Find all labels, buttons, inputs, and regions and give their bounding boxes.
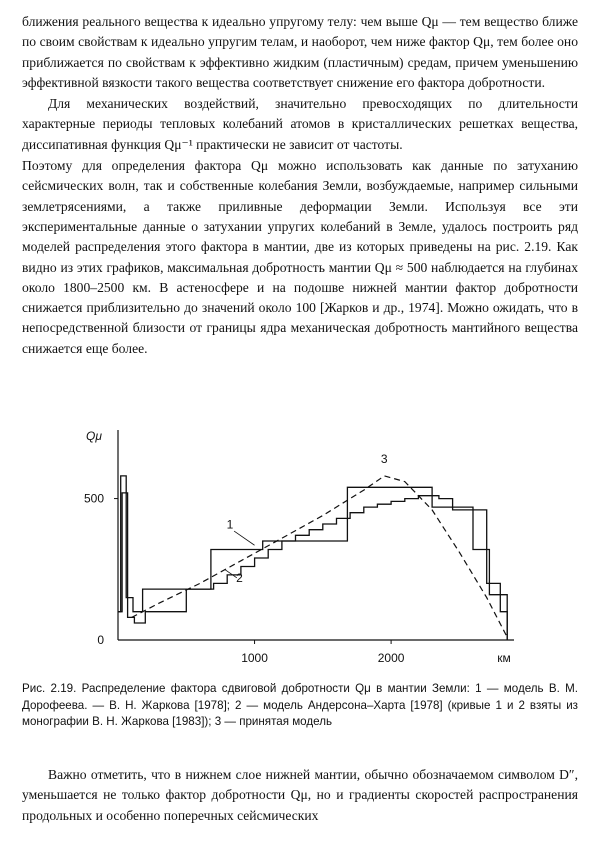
q-factor-chart: [0, 422, 600, 680]
y-tick-label: 500: [83, 491, 104, 506]
figure-2-19: [0, 422, 600, 680]
figure-caption: Рис. 2.19. Распределение фактора сдвиговой добротности Qμ в мантии Земли: 1 — модель В. М. Дорофеева. — В. Н. Жаркова [1978]; 2 — модель Андерсона–Харта [1978] (кривые 1 и 2 взяты из монографии В. Н. Жаркова [1983]); 3 — принятая модель: [22, 682, 578, 729]
paragraph-4: Важно отметить, что в нижнем слое нижней мантии, обычно обозначаемом символом D″, уменьшается не только фактор добротности Qμ, но и градиенты скоростей распространения продольных и особенно поперечных сейсмических: [22, 767, 578, 823]
text-page: [22, 12, 578, 359]
paragraph-1: ближения реального вещества к идеально упругому телу: чем выше Qμ — тем вещество ближе по своим свойствам к идеально упругим телам, и наоборот, чем ниже фактор Qμ, тем более оно приближается по свойствам к эффективно жидким (пластичным) средам, причем уменьшению эффективной вязкости такого вещества соответствует снижение его фактора добротности.: [22, 14, 578, 90]
curve-label-1: 1: [226, 517, 234, 532]
label-1-leader: [234, 531, 254, 545]
y-axis-label: Qμ: [86, 429, 102, 443]
series-1-line: [118, 476, 507, 640]
paragraph-3: Поэтому для определения фактора Qμ можно использовать как данные по затуханию сейсмических волн, так и собственные колебания Земли, возбуждаемые, например сильными землетрясениями, а также приливные деформации Земли. Используя все эти экспериментальные данные о затухании упругих колебаний в Земле, удалось построить ряд моделей распределения этого фактора в мантии, две из которых приведены на рис. 2.19. Как видно из этих графиков, максимальная добротность мантии Qμ ≈ 500 наблюдается на глубинах около 1800–2500 км. В астеносфере и на подошве нижней мантии фактор добротности снижается приблизительно до значений около 100 [Жарков и др., 1974]. Можно ожидать, что в непосредственной близости от границы ядра механическая добротность мантийного вещества снижается еще более.: [22, 158, 578, 356]
x-axis-label: км: [497, 651, 511, 665]
series-2-line: [118, 493, 507, 640]
label-2-leader: [225, 569, 237, 577]
y-tick-label-zero: 0: [97, 633, 104, 647]
paragraph-2: Для механических воздействий, значительно превосходящих по длительности характерные периоды тепловых колебаний атомов в кристаллических решетках вещества, диссипативная функция Qμ⁻¹ практически не зависит от частоты.: [22, 96, 578, 152]
x-tick-label: 1000: [241, 651, 268, 665]
curve-label-3: 3: [380, 452, 388, 467]
x-tick-label: 2000: [377, 651, 405, 665]
text-after-figure: [22, 765, 578, 826]
curve-label-2: 2: [236, 571, 243, 586]
series-3-line: [132, 476, 508, 637]
